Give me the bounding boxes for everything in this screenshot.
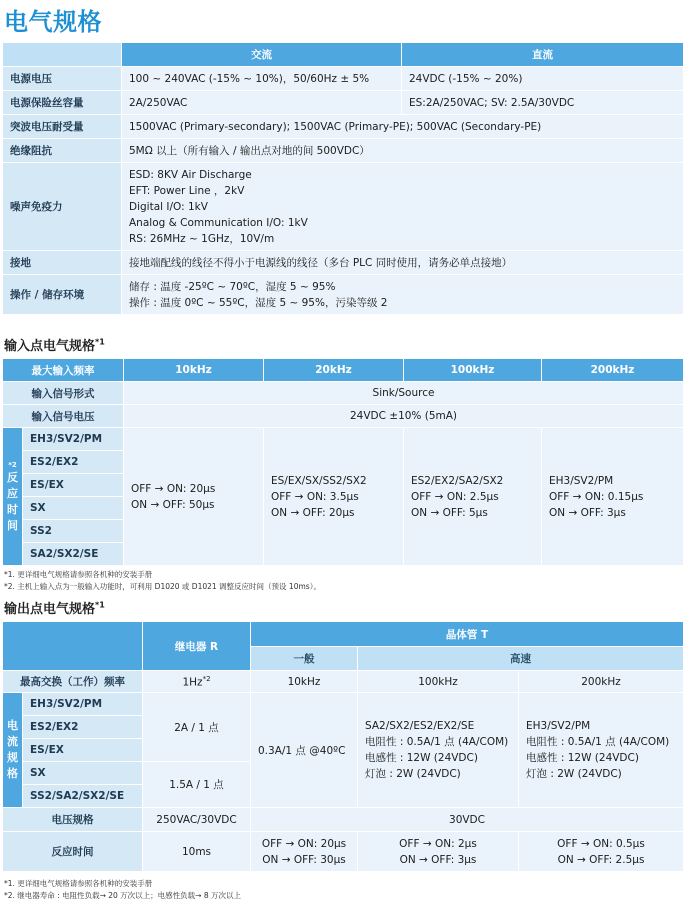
resp-off: ON → OFF: 50μs [131,498,215,511]
resp-general [251,832,358,872]
resp-off: ON → OFF: 3μs [549,506,626,519]
value-line: Digital I/O: 1kV [129,200,208,213]
header-dc: 直流 [402,43,684,67]
value-line: EH3/SV2/PM [526,720,591,732]
freq-relay [143,671,251,693]
value-line: RS: 26MHz ~ 1GHz，10V/m [129,232,275,245]
volt-relay: 250VAC/30VDC [143,808,251,832]
value-line: 灯泡 : 2W (24VDC) [526,768,622,780]
value-ac: 2A/250VAC [122,91,402,115]
resp-hs2 [519,832,684,872]
footnote: *2. 继电器寿命 : 电阻性负载→ 20 万次以上；电感性负载→ 8 万次以上 [4,891,242,900]
title-footnote: *1 [95,600,105,610]
row-label: 输入信号电压 [3,405,124,428]
row-label: 噪声免疫力 [3,163,122,251]
footnote: *1. 更详细电气规格请参照各机种的安装手册 [4,879,153,888]
title-footnote: *1 [95,337,105,347]
freq-footnote: *2 [202,674,211,683]
model-label: SA2/SX2/SE [23,543,124,566]
row-label: 输入信号形式 [3,382,124,405]
footnote: *1. 更详细电气规格请参照各机种的安装手册 [4,570,153,579]
resp-on: OFF → ON: 0.15μs [549,490,644,503]
group-label: 电流规格 [7,719,18,780]
transistor-header: 晶体管 T [251,622,684,647]
current-spec-group [3,693,23,808]
freq-hs2: 200kHz [519,671,684,693]
value-line: 操作 : 温度 0ºC ~ 55ºC，湿度 5 ~ 95%，污染等级 2 [129,296,388,309]
row-label: 电源电压 [3,67,122,91]
freq-general: 10kHz [251,671,358,693]
resp-hs1 [358,832,519,872]
page-title: 电气规格 [4,8,102,36]
freq-header: 200kHz [542,359,684,382]
resp-on: OFF → ON: 2.5μs [411,490,499,503]
relay-current: 2A / 1 点 [143,693,251,762]
header-blank [3,43,122,67]
resp-off: ON → OFF: 30μs [262,853,346,866]
model-label: ES/EX [23,474,124,497]
response-time-group [3,428,23,566]
resp-on: OFF → ON: 0.5μs [557,837,645,850]
model-label: ES2/EX2 [23,451,124,474]
resp-on: OFF → ON: 2μs [399,837,477,850]
input-section-title [4,335,105,354]
group-label: 反应时间 [7,470,18,532]
signal-voltage-value: 24VDC ±10% (5mA) [124,405,684,428]
footnote: *2. 主机上输入点为一般输入功能时，可利用 D1020 或 D1021 调整反应时间（预设 10ms）。 [4,582,321,591]
row-label: 电源保险丝容量 [3,91,122,115]
resp-off: ON → OFF: 5μs [411,506,488,519]
resp-on: OFF → ON: 20μs [261,837,347,850]
value-line: EFT: Power Line ，2kV [129,184,245,197]
row-label: 绝缘阻抗 [3,139,122,163]
resp-relay: 10ms [143,832,251,872]
resp-20khz [264,428,404,566]
value-line: 电感性 : 12W (24VDC) [526,752,639,764]
value: 5MΩ 以上（所有输入 / 输出点对地的间 500VDC） [122,139,684,163]
row-label: 反应时间 [3,832,143,872]
value-line: 电阻性 : 0.5A/1 点 (4A/COM) [365,736,509,748]
value: 接地端配线的线径不得小于电源线的线径（多台 PLC 同时使用，请务必单点接地） [122,251,684,275]
group-footnote: *2 [8,460,17,469]
value-line: 电阻性 : 0.5A/1 点 (4A/COM) [526,736,670,748]
resp-off: ON → OFF: 2.5μs [557,853,645,866]
output-section-title [4,598,105,617]
value: 1500VAC (Primary-secondary); 1500VAC (Primary-PE); 500VAC (Secondary-PE) [122,115,684,139]
value-ac: 100 ~ 240VAC (-15% ~ 10%)，50/60Hz ± 5% [122,67,402,91]
model-label: EH3/SV2/PM [23,693,143,716]
row-label: 接地 [3,251,122,275]
freq-relay-value: 1Hz [182,676,203,689]
row-label: 电压规格 [3,808,143,832]
model-label: SS2 [23,520,124,543]
electrical-spec-table [2,42,684,315]
input-notes [4,569,321,593]
freq-header: 10kHz [124,359,264,382]
resp-on: OFF → ON: 20μs [131,482,216,495]
hs1-current [358,693,519,808]
header-blank [3,622,143,671]
model-label: SX [23,762,143,785]
general-current: 0.3A/1 点 @40ºC [251,693,358,808]
value-line: 电感性 : 12W (24VDC) [365,752,478,764]
general-header: 一般 [251,647,358,671]
model-label: ES/EX [23,739,143,762]
resp-100khz [404,428,542,566]
max-freq-header: 最大输入频率 [3,359,124,382]
value-line: 灯泡 : 2W (24VDC) [365,768,461,780]
hs2-current [519,693,684,808]
relay-current: 1.5A / 1 点 [143,762,251,808]
output-notes [4,878,241,902]
volt-transistor: 30VDC [251,808,684,832]
noise-immunity-values [122,163,684,251]
row-label: 最高交换（工作）频率 [3,671,143,693]
header-ac: 交流 [122,43,402,67]
output-spec-table [2,621,684,872]
value-dc: ES:2A/250VAC; SV: 2.5A/30VDC [402,91,684,115]
model-label: SX [23,497,124,520]
environment-values [122,275,684,315]
input-spec-table [2,358,684,566]
model-label: SS2/SA2/SX2/SE [23,785,143,808]
output-title-text: 输出点电气规格 [4,602,96,617]
signal-form-value: Sink/Source [124,382,684,405]
value-line: 储存 : 温度 -25ºC ~ 70ºC，湿度 5 ~ 95% [129,280,336,293]
high-speed-header: 高速 [358,647,684,671]
resp-off: ON → OFF: 3μs [399,853,477,866]
freq-header: 20kHz [264,359,404,382]
resp-models: ES/EX/SX/SS2/SX2 [271,474,367,487]
input-title-text: 输入点电气规格 [4,339,96,354]
value-dc: 24VDC (-15% ~ 20%) [402,67,684,91]
relay-header: 继电器 R [143,622,251,671]
resp-models: ES2/EX2/SA2/SX2 [411,474,504,487]
value-line: SA2/SX2/ES2/EX2/SE [365,720,475,732]
resp-off: ON → OFF: 20μs [271,506,355,519]
value-line: Analog & Communication I/O: 1kV [129,216,308,229]
value-line: ESD: 8KV Air Discharge [129,168,252,181]
freq-hs1: 100kHz [358,671,519,693]
row-label: 突波电压耐受量 [3,115,122,139]
freq-header: 100kHz [404,359,542,382]
resp-models: EH3/SV2/PM [549,474,614,487]
resp-10khz [124,428,264,566]
model-label: EH3/SV2/PM [23,428,124,451]
row-label: 操作 / 储存环境 [3,275,122,315]
resp-200khz [542,428,684,566]
resp-on: OFF → ON: 3.5μs [271,490,359,503]
model-label: ES2/EX2 [23,716,143,739]
